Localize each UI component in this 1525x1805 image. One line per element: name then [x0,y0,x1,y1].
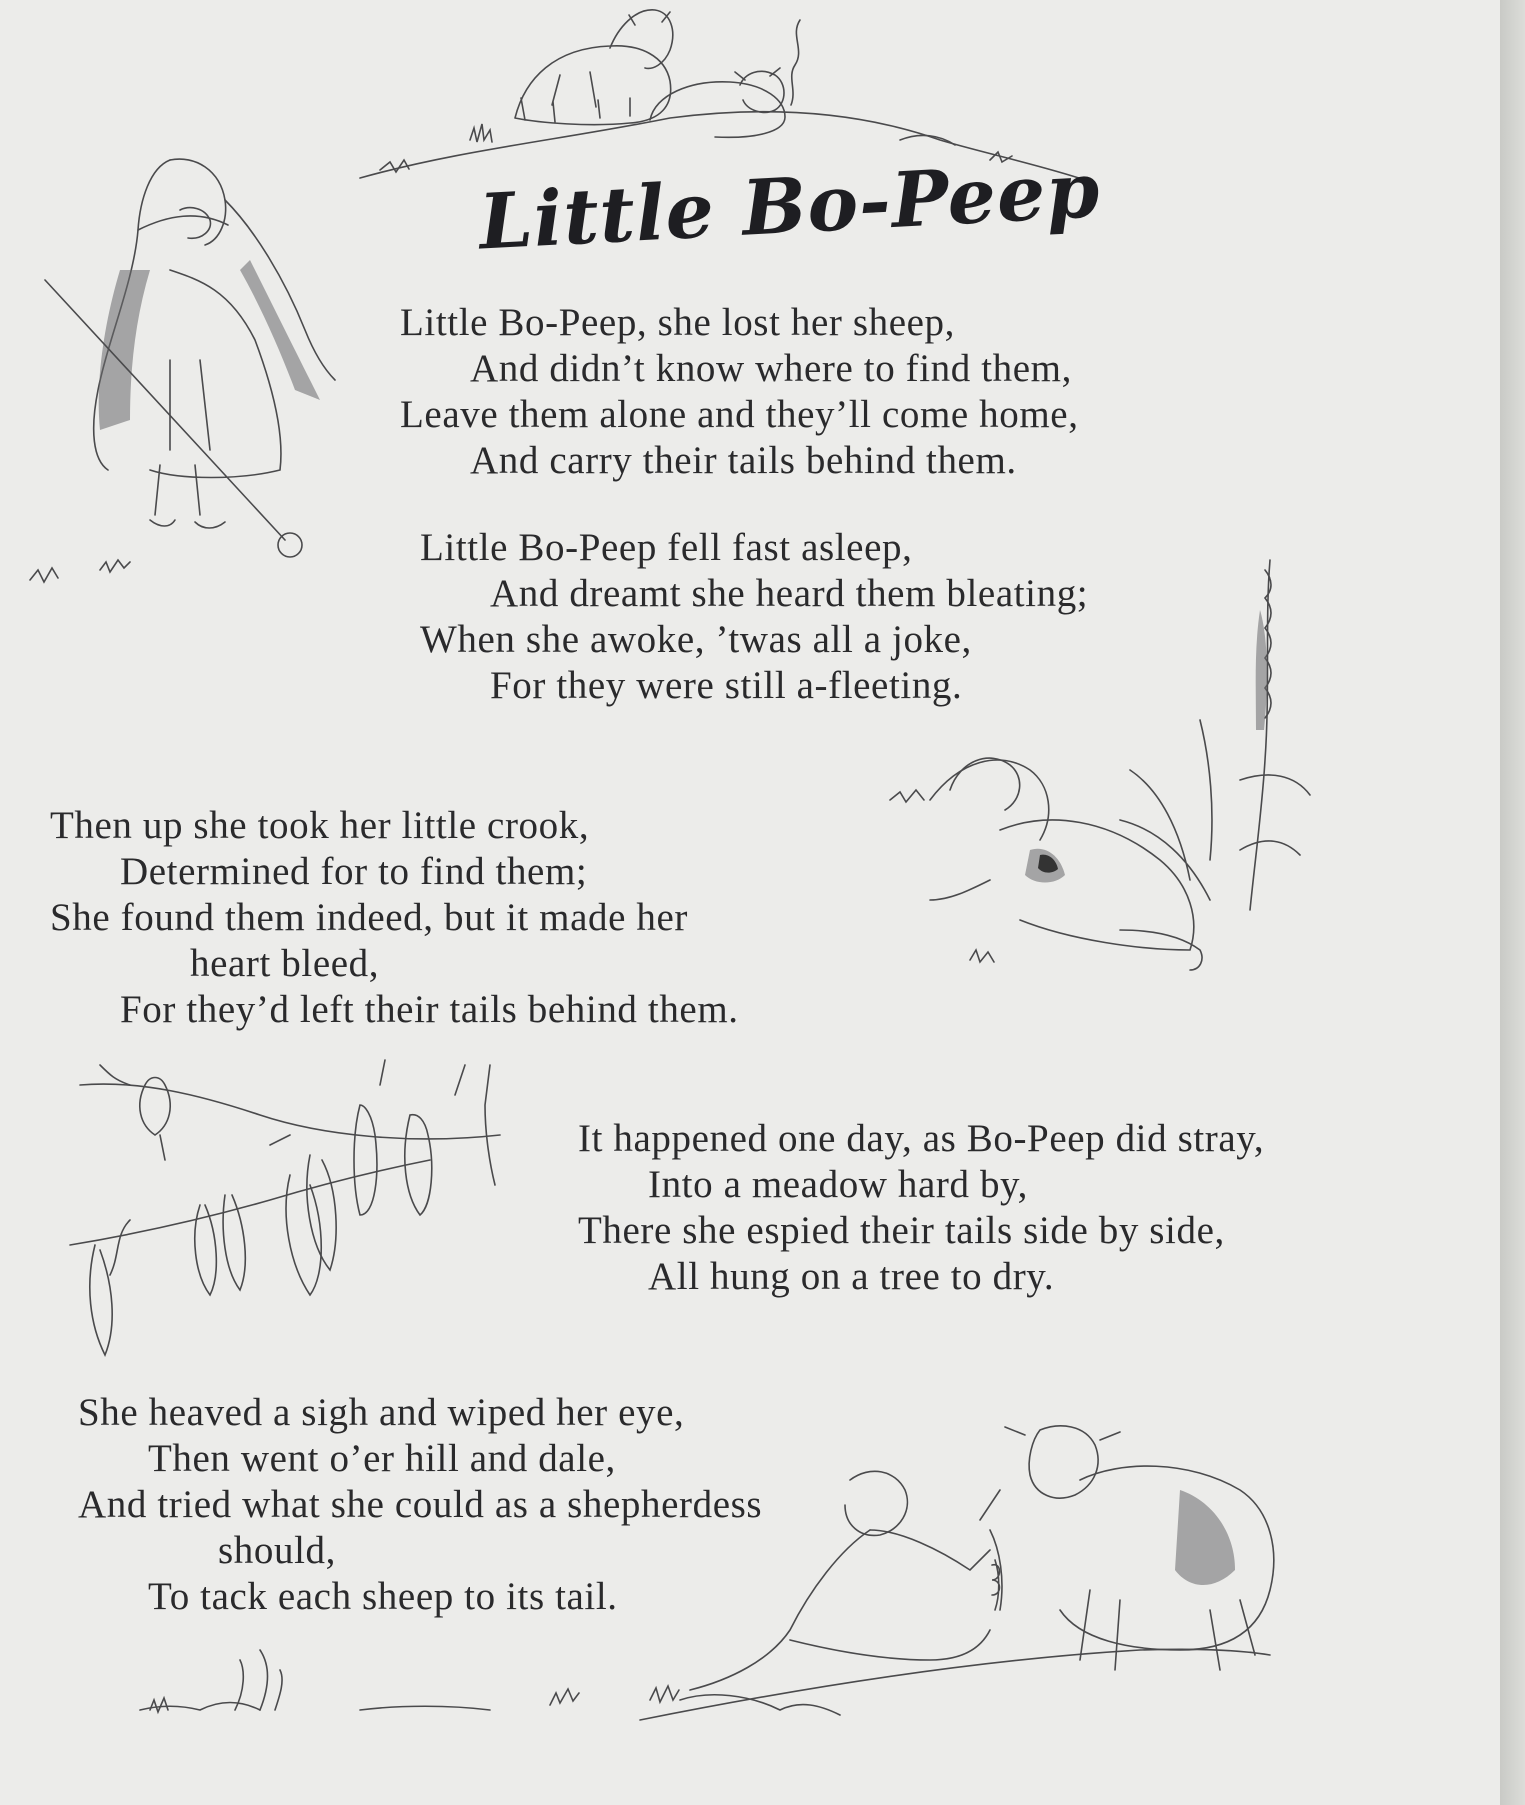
stanza-1 [400,300,1079,484]
poem-line: Into a meadow hard by, [648,1163,1028,1206]
poem-line: To tack each sheep to its tail. [148,1575,618,1618]
poem-line: Leave them alone and they’ll come home, [400,393,1079,436]
poem-line: She found them indeed, but it made her [50,896,688,939]
poem-line: There she espied their tails side by side, [578,1209,1225,1252]
page-edge [1500,0,1525,1805]
stanza-3 [50,803,739,1033]
poem-line: For they were still a-fleeting. [490,664,963,707]
poem-line: When she awoke, ’twas all a joke, [420,618,972,661]
poem-line: It happened one day, as Bo-Peep did stray, [578,1117,1265,1160]
poem-line: And didn’t know where to find them, [470,347,1072,390]
poem-line: And dreamt she heard them bleating; [490,572,1089,615]
bo-peep-sleeping-illustration [870,550,1340,1020]
poem-line: heart bleed, [190,942,380,985]
poem-line: Little Bo-Peep, she lost her sheep, [400,301,955,344]
poem-line: And carry their tails behind them. [470,439,1017,482]
bo-peep-crying-illustration [20,150,350,600]
poem-title: Little Bo-Peep [476,145,1103,267]
poem-line: And tried what she could as a shepherdess [78,1483,763,1526]
tails-on-tree-illustration [60,1055,520,1375]
poem-line: Determined for to find them; [120,850,588,893]
bo-peep-with-sheep-illustration [620,1420,1280,1750]
poem-line: She heaved a sigh and wiped her eye, [78,1391,685,1434]
poem-line: should, [218,1529,336,1572]
poem-line: Little Bo-Peep fell fast asleep, [420,526,913,569]
poem-line: Then went o’er hill and dale, [148,1437,616,1480]
poem-line: Then up she took her little crook, [50,804,590,847]
poem-line: For they’d left their tails behind them. [120,988,739,1031]
poem-line: All hung on a tree to dry. [648,1255,1055,1298]
grass-decoration [130,1620,690,1730]
stanza-4 [578,1116,1264,1300]
